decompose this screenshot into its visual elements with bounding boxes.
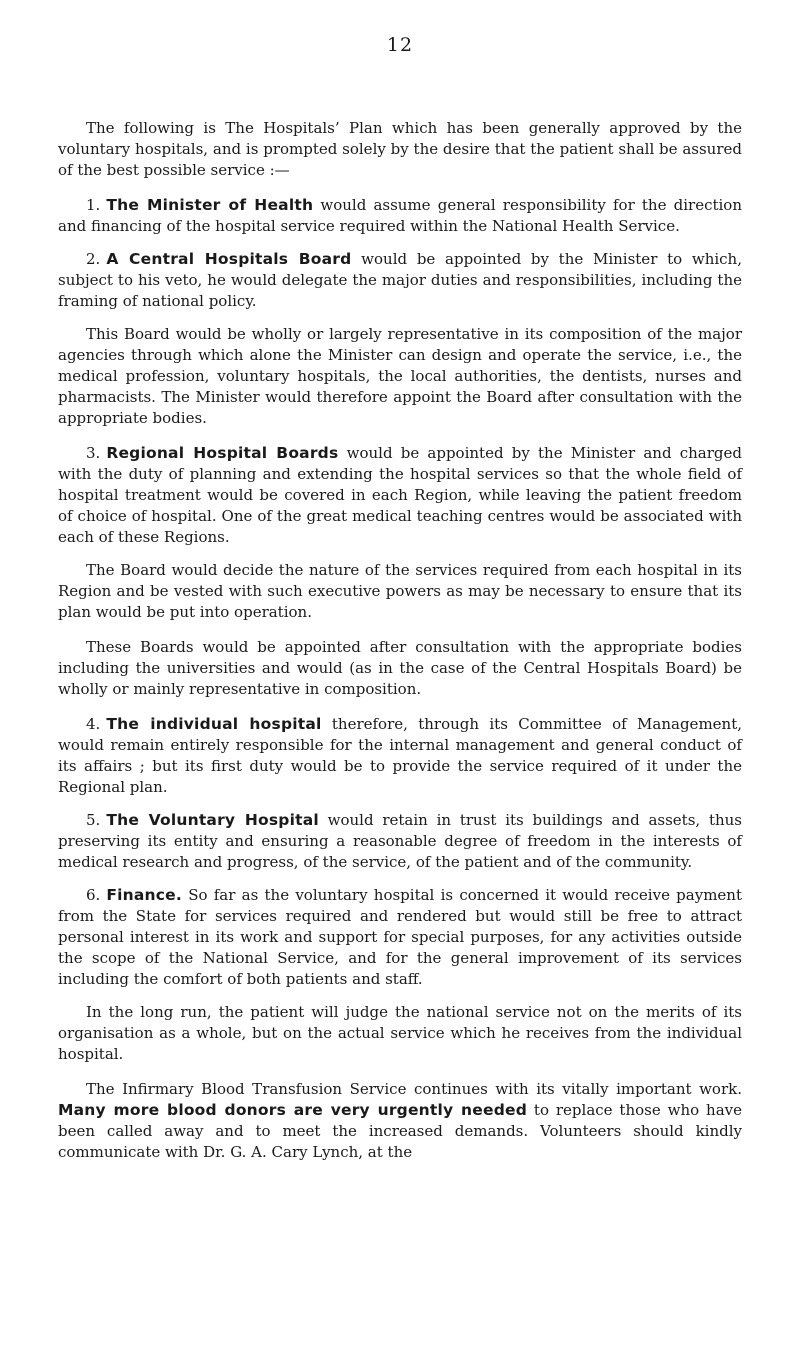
item-4-heading: The individual hospital	[106, 715, 322, 733]
transfusion-paragraph	[58, 1079, 742, 1163]
item-6-text: So far as the voluntary hospital is concerned it would receive payment from the State for services required and rendered but would still be free to attract personal interest in its work and support for special purposes, for any activities outside the scope of the National Service, and for the general improvement of its services including the comfort of both patients and staff.	[58, 886, 742, 988]
board-decide-paragraph: The Board would decide the nature of the services required from each hospital in its Region and be vested with such executive powers as may be necessary to ensure that its plan would be put into operation.	[58, 561, 742, 621]
long-run-paragraph: In the long run, the patient will judge the national service not on the merits of its organisation as a whole, but on the actual service which he receives from the individual hospital.	[58, 1003, 742, 1063]
intro-paragraph: The following is The Hospitals’ Plan which has been generally approved by the voluntary hospitals, and is prompted solely by the desire that the patient shall be assured of the best possible service :—	[58, 119, 742, 179]
item-2-text: would be appointed by the Minister to which, subject to his veto, he would delegate the major duties and responsibilities, including the framing of national policy.	[58, 250, 742, 310]
item-5-number: 5.	[86, 811, 101, 829]
item-4-text: therefore, through its Committee of Management, would remain entirely responsible for the internal management and general conduct of its affairs ; but its first duty would be to provide the service required of it under the Regional plan.	[58, 715, 742, 796]
item-6-paragraph	[58, 885, 742, 990]
item-2-heading: A Central Hospitals Board	[106, 250, 352, 268]
item-1-number: 1.	[86, 196, 101, 214]
item-3-number: 3.	[86, 444, 101, 462]
item-5-heading: The Voluntary Hospital	[106, 811, 319, 829]
item-2-number: 2.	[86, 250, 101, 268]
transfusion-text-after: to replace those who have been called away and to meet the increased demands. Volunteers should kindly communicate with Dr. G. A. Cary Lynch, at the	[58, 1101, 742, 1161]
item-4-paragraph	[58, 714, 742, 798]
transfusion-text-before: The Infirmary Blood Transfusion Service continues with its vitally important work.	[86, 1080, 742, 1098]
board-composition-paragraph: This Board would be wholly or largely representative in its composition of the major agencies through which alone the Minister can design and operate the service, i.e., the medical profession, voluntary hospitals, the local authorities, the dentists, nurses and pharmacists. The Minister would therefore appoint the Board after consultation with the appropriate bodies.	[58, 325, 742, 427]
item-6-heading: Finance.	[106, 886, 182, 904]
item-4-number: 4.	[86, 715, 101, 733]
item-6-number: 6.	[86, 886, 101, 904]
item-1-text: would assume general responsibility for the direction and financing of the hospital service required within the National Health Service.	[58, 196, 742, 235]
item-3-text: would be appointed by the Minister and charged with the duty of planning and extending the hospital services so that the whole field of hospital treatment would be covered in each Region, while leaving the patient freedom of choice of hospital. One of the great medical teaching centres would be associated with each of these Regions.	[58, 444, 743, 546]
item-3-paragraph	[58, 443, 742, 548]
item-5-paragraph	[58, 810, 742, 873]
item-5-text: would retain in trust its buildings and assets, thus preserving its entity and ensuring a reasonable degree of freedom in the interests of medical research and progress, of the service, of the patient and of the community.	[58, 811, 742, 871]
item-1-paragraph	[58, 195, 742, 237]
page-number: 12	[386, 34, 414, 56]
item-2-paragraph	[58, 249, 742, 312]
transfusion-bold-text: Many more blood donors are very urgently needed	[58, 1101, 528, 1119]
boards-appointed-paragraph: These Boards would be appointed after consultation with the appropriate bodies including the universities and would (as in the case of the Central Hospitals Board) be wholly or mainly representative in composition.	[58, 638, 742, 698]
item-3-heading: Regional Hospital Boards	[106, 444, 339, 462]
item-1-heading: The Minister of Health	[106, 196, 314, 214]
